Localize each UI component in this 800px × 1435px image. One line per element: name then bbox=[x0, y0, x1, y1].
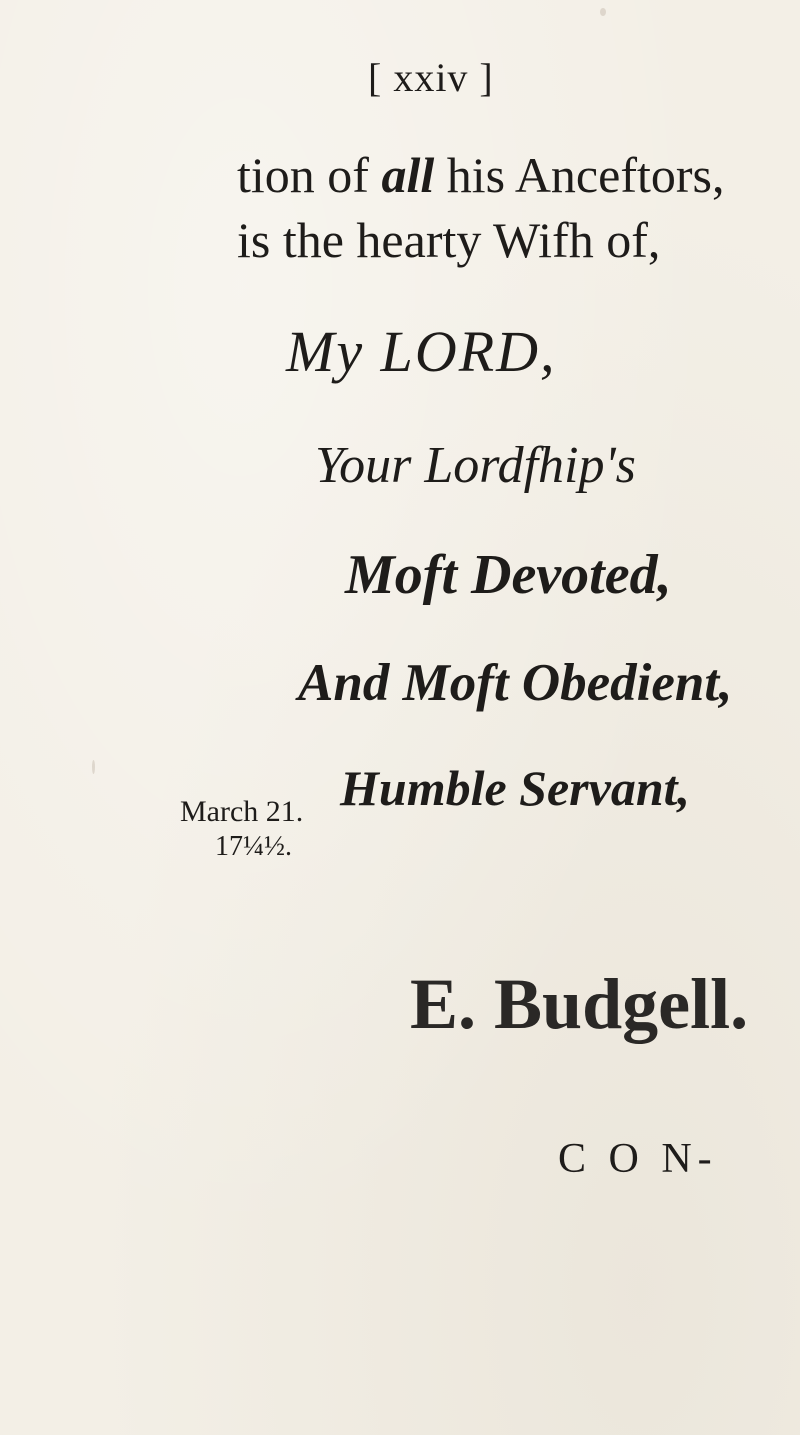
date-line-2: 17¼½. bbox=[215, 831, 292, 862]
catchword: C O N- bbox=[558, 1136, 718, 1182]
signature: E. Budgell. bbox=[410, 964, 749, 1044]
page-number: [ xxiv ] bbox=[368, 55, 494, 100]
closing-line-3: And Moft Obedient, bbox=[298, 654, 733, 712]
ink-speck bbox=[92, 760, 95, 774]
body-line-1-prefix: tion of bbox=[237, 147, 382, 203]
date-line-1: March 21. bbox=[180, 795, 304, 828]
body-line-2: is the hearty Wifh of, bbox=[237, 212, 661, 268]
body-line-1-suffix: his Anceftors, bbox=[434, 147, 725, 203]
body-line-1 bbox=[237, 147, 725, 203]
closing-line-2: Moft Devoted, bbox=[345, 544, 672, 606]
body-line-1-italic: all bbox=[381, 147, 435, 203]
closing-line-1: Your Lordfhip's bbox=[315, 437, 636, 494]
ink-speck bbox=[600, 8, 606, 16]
closing-line-4: Humble Servant, bbox=[340, 760, 691, 816]
salutation: My LORD, bbox=[286, 319, 557, 384]
